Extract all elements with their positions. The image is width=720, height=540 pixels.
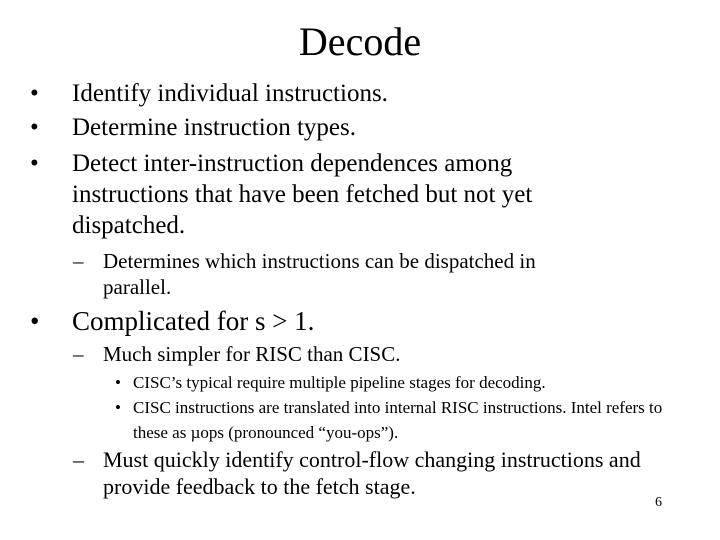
bullet-marker: –: [73, 447, 84, 472]
bullet-marker: –: [73, 249, 84, 273]
bullet-text: Much simpler for RISC than CISC.: [103, 342, 401, 366]
bullet-text: CISC instructions are translated into internal RISC instructions. Intel refers to these as µops (pronounced “you-ops”).: [133, 398, 663, 442]
bullet-text: Detect inter-instruction dependences among instructions that have been fetched but not yet dispatched.: [72, 150, 533, 239]
bullet-text: Identify individual instructions.: [72, 80, 388, 107]
bullet-determine-types: [30, 112, 632, 143]
subsubbullet-uops: [115, 395, 673, 445]
bullet-text: Determine instruction types.: [72, 114, 356, 141]
bullet-marker: •: [115, 373, 121, 392]
subbullet-parallel-dispatch: [73, 248, 608, 300]
bullet-marker: •: [115, 398, 121, 417]
bullet-text: Must quickly identify control-flow changing instructions and provide feedback to the fetch stage.: [103, 447, 641, 499]
bullet-marker: •: [30, 114, 39, 141]
bullet-marker: –: [73, 342, 84, 366]
bullet-marker: •: [30, 80, 39, 107]
bullet-marker: •: [30, 150, 39, 177]
bullet-text: CISC’s typical require multiple pipeline stages for decoding.: [133, 373, 546, 392]
subbullet-risc-vs-cisc: [73, 341, 663, 367]
bullet-complicated: [30, 305, 632, 337]
bullet-text: Complicated for s > 1.: [72, 306, 315, 336]
bullet-marker: •: [30, 306, 40, 336]
slide-title: Decode: [298, 19, 422, 64]
subbullet-control-flow: [73, 446, 663, 500]
bullet-identify-instructions: [30, 78, 632, 109]
bullet-text: Determines which instructions can be dispatched in parallel.: [103, 249, 536, 299]
bullet-detect-dependences: [30, 148, 577, 241]
page-number: 6: [655, 495, 662, 510]
subsubbullet-cisc-stages: [115, 370, 673, 395]
